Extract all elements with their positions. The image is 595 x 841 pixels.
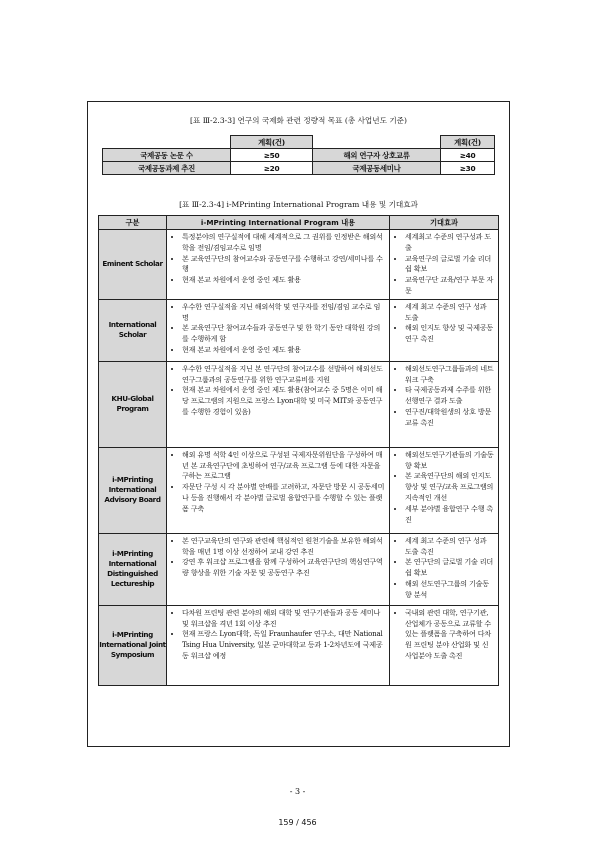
program-row [99, 361, 499, 447]
effect-item: • 국내외 관련 대학, 연구기관, 산업체가 공동으로 교류할 수 있는 플랫폼을 구축하여 다차원 프린팅 분야 산업화 및 신사업분야 도출 촉진 [405, 608, 494, 662]
content-item: • 자문단 구성 시 각 분야별 안배를 고려하고, 자문단 방문 시 공동세미나 등을 진행해서 각 분야별 글로벌 융합연구를 수행할 수 있는 플랫폼 구축 [182, 482, 385, 514]
program-effect [390, 361, 499, 447]
program-effect [390, 230, 499, 300]
content-item: • 특정분야의 연구실적에 대해 세계적으로 그 권위를 인정받은 해외석학을 전임/겸임교수로 임명 [182, 232, 385, 254]
effect-item: • 세계 최고 수준의 연구 성과 도출 [405, 302, 494, 324]
effect-list [390, 230, 498, 299]
goal-r-value: ≥30 [441, 162, 495, 175]
goal-r-label: 해외 연구자 상호교류 [313, 149, 441, 162]
effect-item: • 해외선도연구기관들의 기술동향 확보 [405, 450, 494, 472]
table2-caption: [표 Ⅲ-2.3-4] i-MPrinting International Program 내용 및 기대효과 [179, 200, 418, 209]
program-row [99, 533, 499, 605]
effect-item: • 연구진/대학원생의 상호 방문 교류 촉진 [405, 407, 494, 429]
content-item: • 현재 본교 차원에서 운영 중인 제도 활용 [182, 275, 385, 286]
program-row [99, 605, 499, 685]
content-item: • 현재 본교 차원에서 운영 중인 제도 활용 [182, 345, 385, 356]
program-name: i-MPrinting International Joint Symposium [99, 605, 167, 685]
header-content: i-MPrinting International Program 내용 [167, 216, 390, 230]
content-item: • 다차원 프린팅 관련 분야의 해외 대학 및 연구기관들과 공동 세미나 및 워크샵을 격년 1회 이상 추진 [182, 608, 385, 630]
effect-item: • 본 교육연구단의 해외 인지도 향상 및 연구/교육 프로그램의 지속적인 개선 [405, 471, 494, 503]
content-item: • 본 교육연구단 참여교수들과 공동연구 및 한 학기 동안 대학원 강의를 수행하게 함 [182, 323, 385, 345]
effect-list [390, 534, 498, 603]
program-row [99, 230, 499, 300]
content-item: • 현재 본교 차원에서 운영 중인 제도 활용(참여교수 중 5명은 이미 해당 프로그램의 지원으로 프랑스 Lyon대학 및 미국 MIT와 공동연구를 수행한 경험이 있음) [182, 385, 385, 417]
content-list [167, 448, 389, 517]
plan-header: 계획(건) [231, 136, 313, 149]
goal-r-value: ≥40 [441, 149, 495, 162]
goal-l-value: ≥20 [231, 162, 313, 175]
content-item: • 본 교육연구단의 참여교수와 공동연구를 수행하고 강연/세미나를 수행 [182, 254, 385, 276]
program-effect [390, 533, 499, 605]
program-name: KHU-Global Program [99, 361, 167, 447]
effect-item: • 본 연구단의 글로벌 기술 리더쉽 확보 [405, 557, 494, 579]
program-name: Eminent Scholar [99, 230, 167, 300]
content-list [167, 606, 389, 664]
program-name: i-MPrinting International Advisory Board [99, 447, 167, 533]
effect-item: • 교육연구의 글로벌 기술 리더쉽 확보 [405, 254, 494, 276]
program-name: International Scholar [99, 299, 167, 361]
international-program-table [98, 215, 499, 686]
goal-row [103, 149, 495, 162]
effect-item: • 세계 최고 수준의 연구 성과 도출 촉진 [405, 536, 494, 558]
content-item: • 해외 유명 석학 4인 이상으로 구성된 국제자문위원단을 구성하여 매년 본 교육연구단에 초빙하여 연구/교육 프로그램 등에 대한 자문을 구하는 프로그램 [182, 450, 385, 482]
page-label: - 3 - [289, 787, 306, 796]
content-list [167, 300, 389, 358]
program-name: i-MPrinting International Distinguished Lectureship [99, 533, 167, 605]
table1-caption: [표 Ⅲ-2.3-3] 연구의 국제화 관련 정량적 목표 (총 사업년도 기준) [190, 116, 407, 125]
effect-list [390, 300, 498, 347]
program-content [167, 605, 390, 685]
effect-item: • 세부 분야별 융합연구 수행 촉진 [405, 504, 494, 526]
program-content [167, 230, 390, 300]
program-content [167, 447, 390, 533]
program-effect [390, 447, 499, 533]
effect-item: • 교육연구단 교육/연구 부문 자문 [405, 275, 494, 297]
goal-r-label: 국제공동세미나 [313, 162, 441, 175]
content-item: • 현재 프랑스 Lyon대학, 독일 Fraunhaufer 연구소, 대만 National Tsing Hua University, 일본 군마대학교 등과 1-2차년도에 국제공동 워크샵 예정 [182, 629, 385, 661]
program-effect [390, 605, 499, 685]
effect-item: • 해외 인지도 향상 및 국제공동연구 촉진 [405, 323, 494, 345]
effect-list [390, 362, 498, 431]
effect-list [390, 448, 498, 528]
goal-l-value: ≥50 [231, 149, 313, 162]
content-item: • 우수한 연구실적을 지닌 본 연구단의 참여교수를 선발하여 해외선도연구그룹과의 공동연구를 위한 연구교류비를 지원 [182, 364, 385, 386]
content-list [167, 362, 389, 420]
program-row [99, 299, 499, 361]
header-effect: 기대효과 [390, 216, 499, 230]
quantitative-goals-table [102, 135, 495, 175]
goal-l-label: 국제공동과제 추진 [103, 162, 231, 175]
goal-l-label: 국제공동 논문 수 [103, 149, 231, 162]
content-list [167, 230, 389, 288]
content-item: • 본 연구교육단의 연구와 관련해 핵심적인 원천기술을 보유한 해외석학을 매년 1명 이상 선정하여 교내 강연 추진 [182, 536, 385, 558]
effect-item: • 해외선도연구그룹들과의 네트워크 구축 [405, 364, 494, 386]
effect-item: • 타 국제공동과제 수주를 위한 선행연구 결과 도출 [405, 385, 494, 407]
content-item: • 우수한 연구실적을 지닌 해외석학 및 연구자를 전임/겸임 교수로 임명 [182, 302, 385, 324]
content-item: • 강연 후 워크샵 프로그램을 함께 구성하여 교육연구단의 핵심연구역량 향상을 위한 기술 자문 및 공동연구 추진 [182, 557, 385, 579]
effect-item: • 세계최고 수준의 연구성과 도출 [405, 232, 494, 254]
program-row [99, 447, 499, 533]
effect-list [390, 606, 498, 664]
plan-header: 계획(건) [441, 136, 495, 149]
program-content [167, 299, 390, 361]
effect-item: • 해외 선도연구그룹의 기술동향 분석 [405, 579, 494, 601]
content-list [167, 534, 389, 581]
page-count: 159 / 456 [278, 818, 317, 827]
header-category: 구분 [99, 216, 167, 230]
program-effect [390, 299, 499, 361]
program-content [167, 533, 390, 605]
goal-row [103, 162, 495, 175]
program-content [167, 361, 390, 447]
